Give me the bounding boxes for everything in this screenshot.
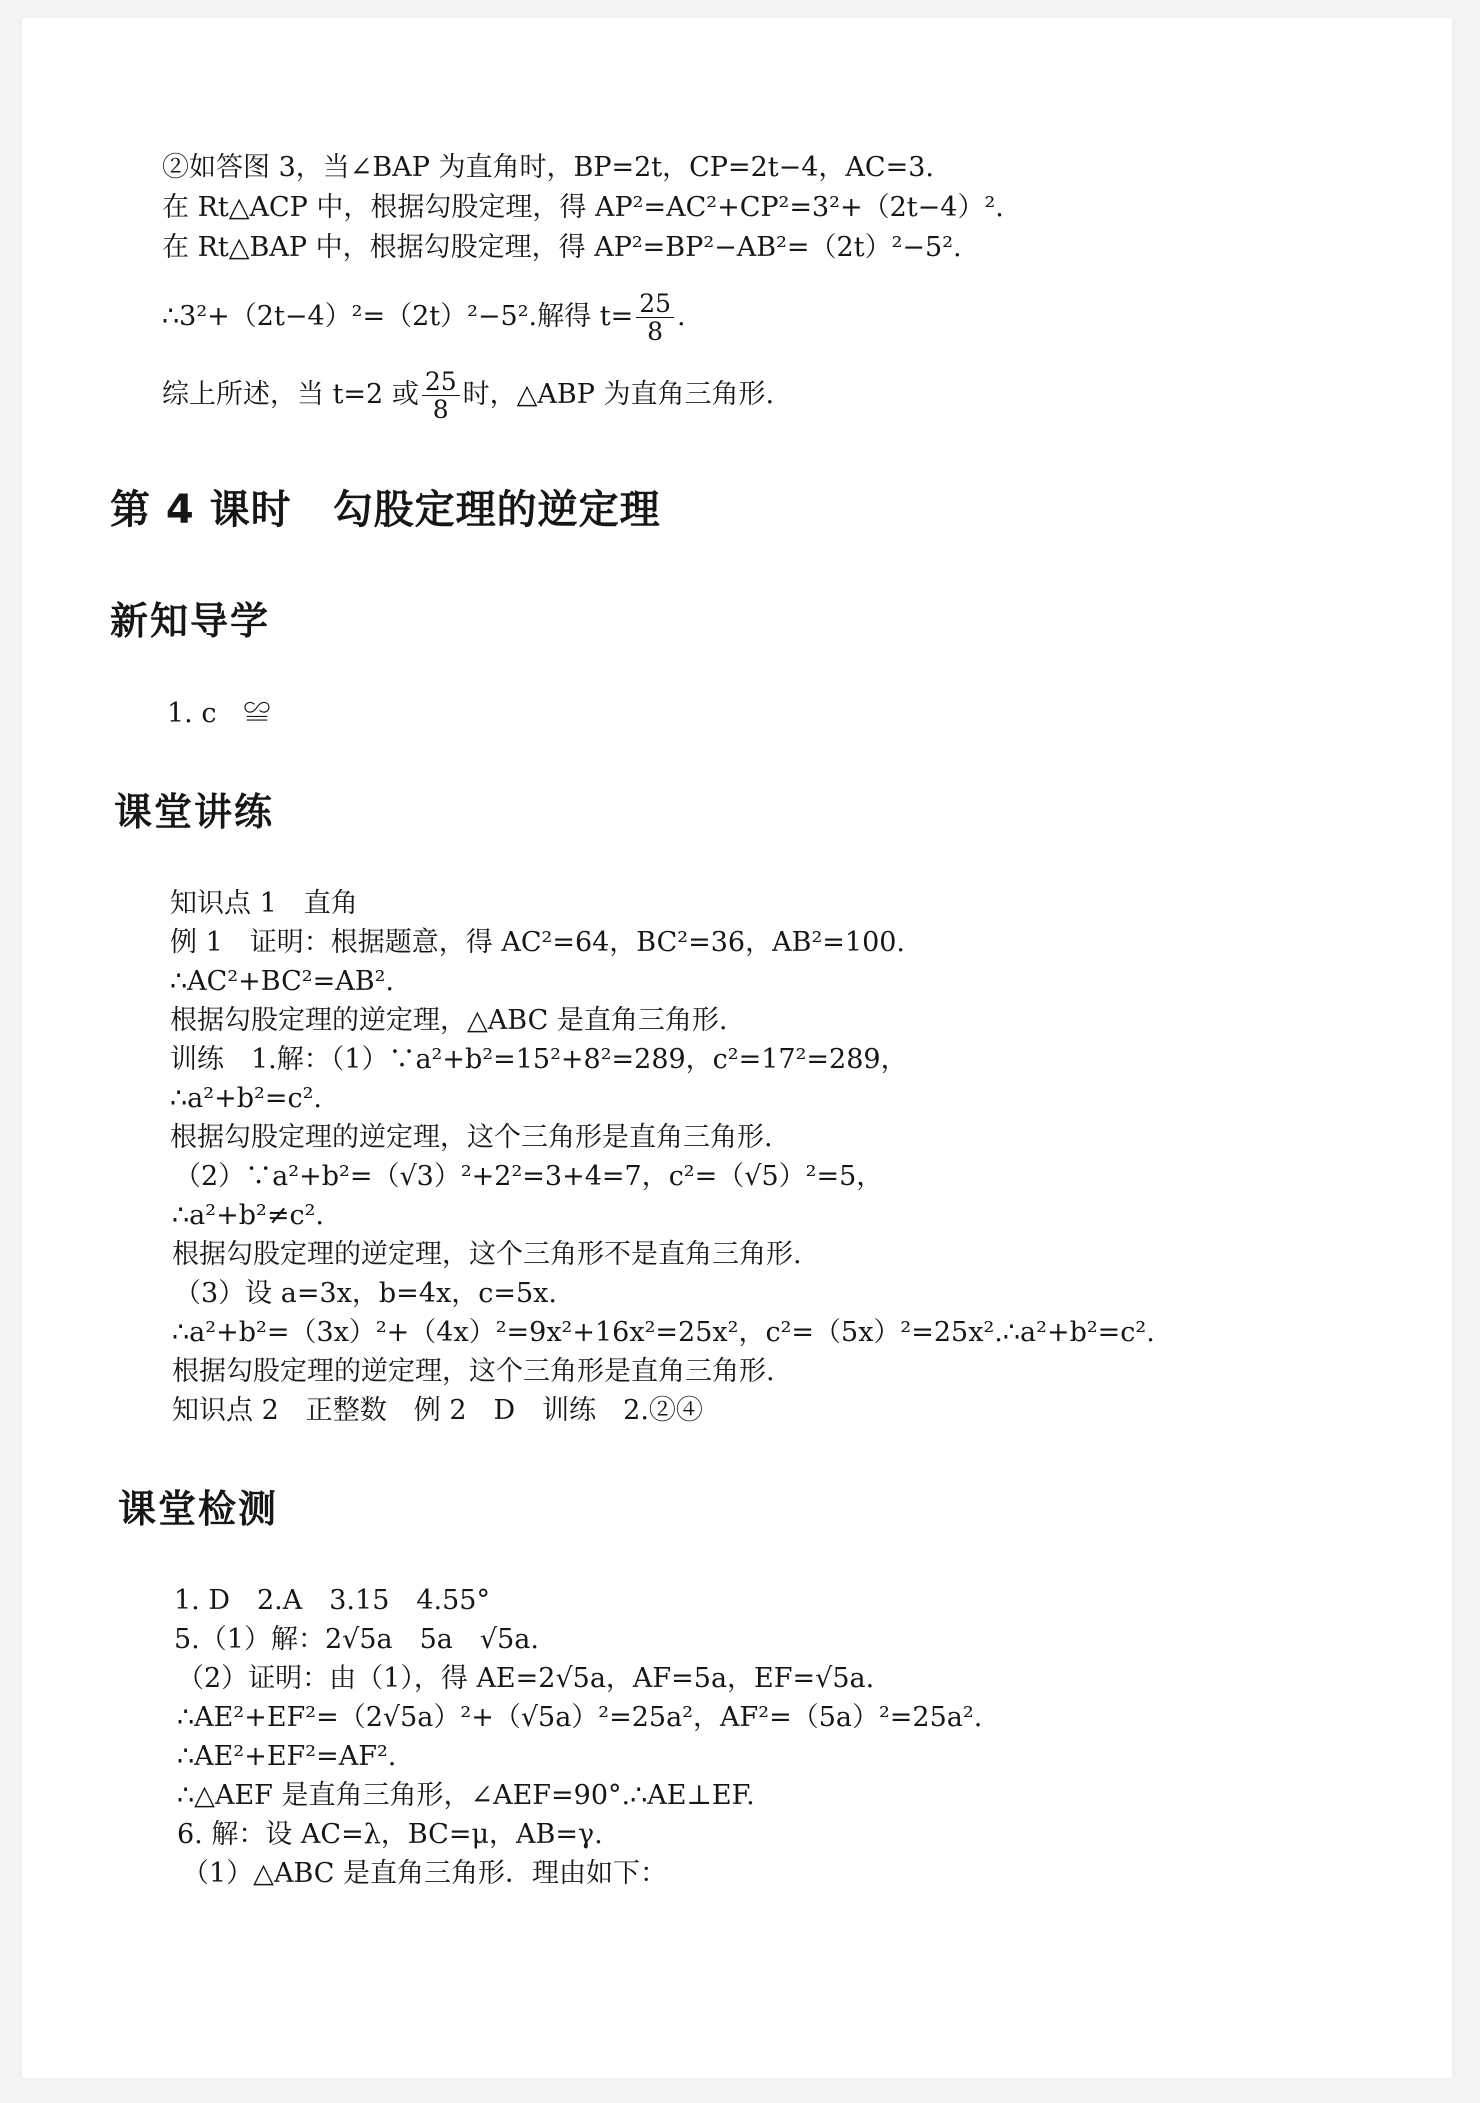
- summary-line: [162, 368, 774, 423]
- text-line: 例 1 证明：根据题意，得 AC²=64，BC²=36，AB²=100.: [170, 927, 906, 958]
- fraction-denominator: 8: [647, 317, 664, 346]
- solve-line: [162, 290, 686, 345]
- summary-post: 时，△ABP 为直角三角形.: [462, 379, 775, 410]
- text-line: ∴a²+b²=（3x）²+（4x）²=9x²+16x²=25x²，c²=（5x）²=25x².∴a²+b²=c².: [172, 1317, 1155, 1348]
- fraction: [636, 290, 674, 345]
- solve-text: ∴3²+（2t−4）²=（2t）²−5².解得 t=: [162, 301, 634, 332]
- document-page: [22, 18, 1452, 2078]
- text-line: 在 Rt△ACP 中，根据勾股定理，得 AP²=AC²+CP²=3²+（2t−4）².: [162, 192, 1004, 223]
- text-line: ∴AE²+EF²=AF².: [177, 1741, 397, 1772]
- text-line: ∴a²+b²≠c².: [172, 1200, 324, 1231]
- text-line: 训练 1.解：（1）∵a²+b²=15²+8²=289，c²=17²=289，: [170, 1044, 908, 1075]
- solve-end: .: [677, 301, 686, 332]
- text-line: ∴a²+b²=c².: [170, 1083, 322, 1114]
- text-line: 1. D 2.A 3.15 4.55°: [174, 1585, 490, 1616]
- text-line: 1. c ≌: [167, 698, 271, 729]
- text-line: 知识点 2 正整数 例 2 D 训练 2.②④: [172, 1395, 703, 1426]
- text-line: 根据勾股定理的逆定理，这个三角形不是直角三角形.: [172, 1239, 802, 1270]
- text-line: ∴AE²+EF²=（2√5a）²+（√5a）²=25a²，AF²=（5a）²=25a².: [177, 1702, 983, 1733]
- text-line: 知识点 1 直角: [170, 888, 358, 919]
- text-line: 6. 解：设 AC=λ，BC=μ，AB=γ.: [177, 1819, 603, 1850]
- text-line: 根据勾股定理的逆定理，这个三角形是直角三角形.: [170, 1122, 773, 1153]
- summary-pre: 综上所述，当 t=2 或: [162, 379, 419, 410]
- text-line: （3）设 a=3x，b=4x，c=5x.: [174, 1278, 557, 1309]
- section-heading-jiance: 课堂检测: [118, 1487, 279, 1531]
- fraction-numerator: 25: [636, 290, 674, 318]
- lesson-title: 第 4 课时 勾股定理的逆定理: [110, 487, 661, 533]
- text-line: 在 Rt△BAP 中，根据勾股定理，得 AP²=BP²−AB²=（2t）²−5².: [162, 232, 962, 263]
- text-line: ②如答图 3，当∠BAP 为直角时，BP=2t，CP=2t−4，AC=3.: [162, 152, 934, 183]
- section-heading-jianglian: 课堂讲练: [114, 790, 275, 834]
- text-line: （1）△ABC 是直角三角形．理由如下：: [182, 1858, 668, 1889]
- text-line: ∴△AEF 是直角三角形，∠AEF=90°.∴AE⊥EF.: [177, 1780, 755, 1811]
- fraction-numerator: 25: [422, 368, 460, 396]
- text-line: （2）∵a²+b²=（√3）²+2²=3+4=7，c²=（√5）²=5，: [174, 1161, 884, 1192]
- section-heading-xinzhi: 新知导学: [110, 599, 271, 643]
- text-line: （2）证明：由（1），得 AE=2√5a，AF=5a，EF=√5a.: [177, 1663, 875, 1694]
- text-line: 5.（1）解：2√5a 5a √5a.: [174, 1624, 539, 1655]
- text-line: 根据勾股定理的逆定理，这个三角形是直角三角形.: [172, 1356, 775, 1387]
- fraction-denominator: 8: [432, 395, 449, 424]
- fraction: [422, 368, 460, 423]
- text-line: ∴AC²+BC²=AB².: [170, 966, 394, 997]
- text-line: 根据勾股定理的逆定理，△ABC 是直角三角形.: [170, 1005, 728, 1036]
